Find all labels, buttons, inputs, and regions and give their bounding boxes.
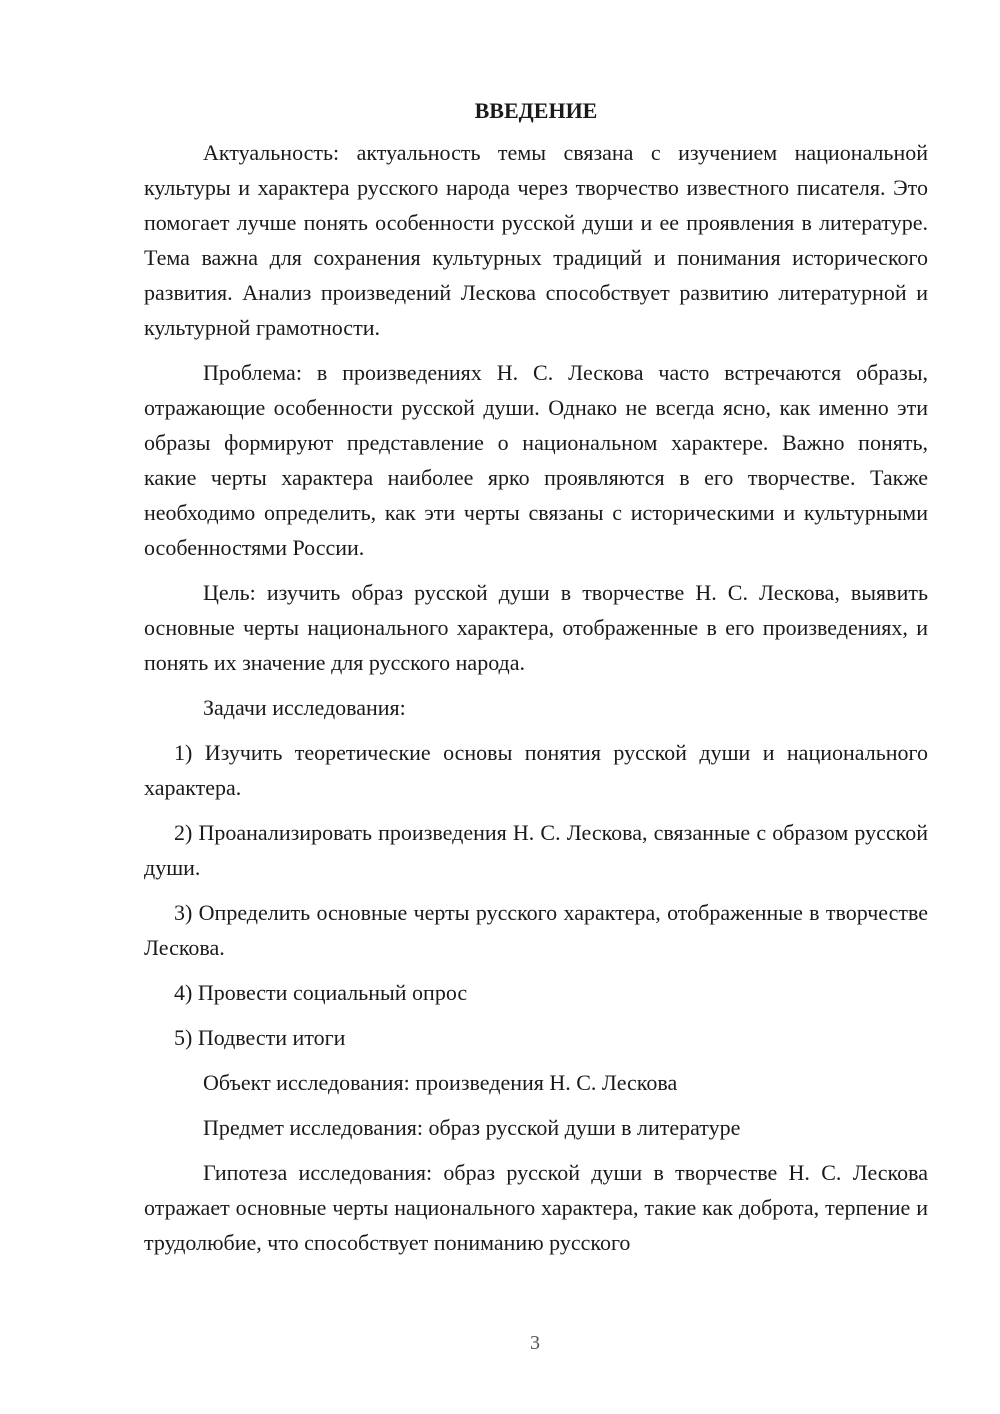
task-item-4: 4) Провести социальный опрос (174, 980, 468, 1005)
page-number: 3 (530, 1332, 540, 1354)
task-item-2: 2) Проанализировать произведения Н. С. Лескова, связанные с образом русской души. (144, 820, 928, 880)
paragraph-problem: Проблема: в произведениях Н. С. Лескова часто встречаются образы, отражающие особенности русской души. Однако не всегда ясно, как именно эти образы формируют представление о национальном характере. Важно понять, какие черты характера наиболее ярко проявляются в его творчестве. Также необходимо определить, как эти черты связаны с историческими и культурными особенностями России. (144, 360, 928, 560)
paragraph-hypothesis: Гипотеза исследования: образ русской души в творчестве Н. С. Лескова отражает основные черты национального характера, такие как доброта, терпение и трудолюбие, что способствует пониманию русского (144, 1160, 928, 1255)
section-title: ВВЕДЕНИЕ (474, 98, 598, 123)
document-page (144, 95, 928, 1260)
task-item-1: 1) Изучить теоретические основы понятия русской души и национального характера. (144, 740, 928, 800)
paragraph-subject: Предмет исследования: образ русской души в литературе (203, 1115, 741, 1140)
paragraph-object: Объект исследования: произведения Н. С. Лескова (203, 1070, 678, 1095)
paragraph-tasks-heading: Задачи исследования: (203, 695, 406, 720)
paragraph-goal: Цель: изучить образ русской души в творчестве Н. С. Лескова, выявить основные черты национального характера, отображенные в его произведениях, и понять их значение для русского народа. (144, 580, 928, 675)
paragraph-relevance: Актуальность: актуальность темы связана с изучением национальной культуры и характера русского народа через творчество известного писателя. Это помогает лучше понять особенности русской души и ее проявления в литературе. Тема важна для сохранения культурных традиций и понимания исторического развития. Анализ произведений Лескова способствует развитию литературной и культурной грамотности. (144, 140, 928, 340)
task-item-5: 5) Подвести итоги (174, 1025, 346, 1050)
task-item-3: 3) Определить основные черты русского характера, отображенные в творчестве Лескова. (144, 900, 928, 960)
